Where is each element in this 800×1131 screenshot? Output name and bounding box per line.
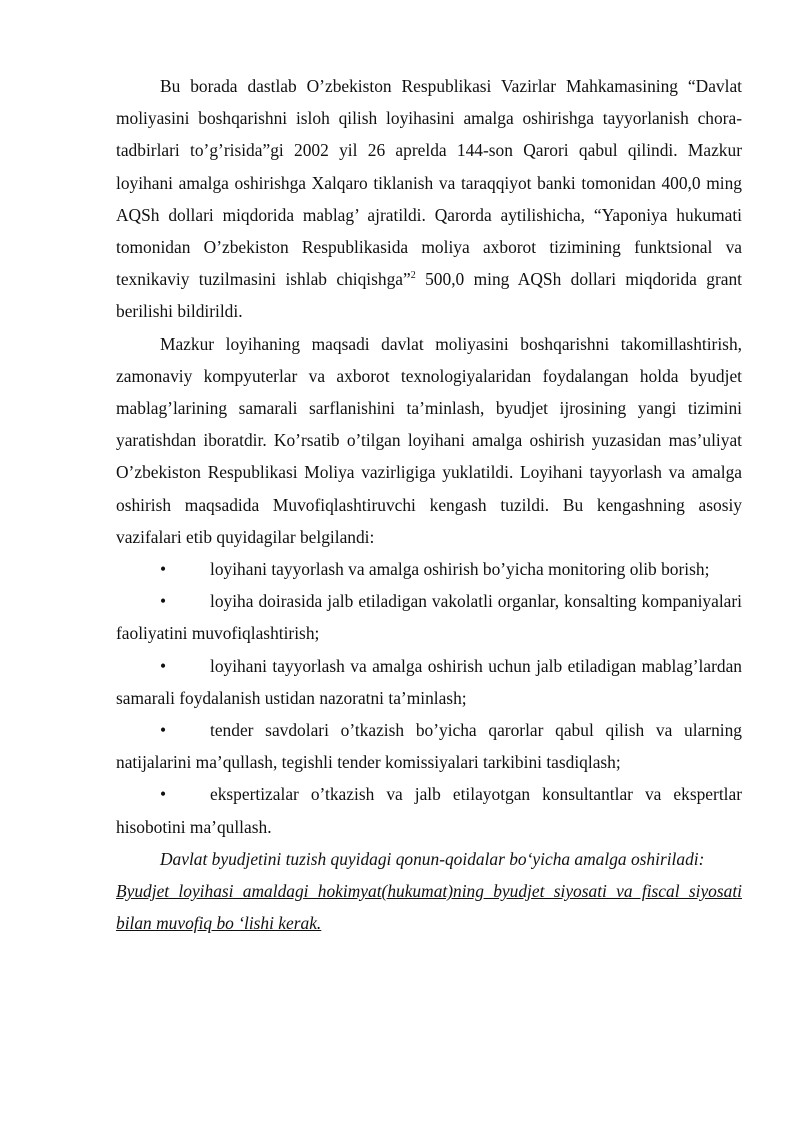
list-item-text: tender savdolari o’tkazish bo’yicha qarorlar qabul qilish va ularning natijalarini ma’qullash, tegishli tender komissiyalari tarkibini tasdiqlash; — [116, 720, 742, 773]
paragraph-project-goal: Mazkur loyihaning maqsadi davlat moliyasini boshqarishni takomillashtirish, zamonaviy kompyuterlar va axborot texnologiyalaridan foydalangan holda byudjet mablag’larining samarali sarflanishini ta’minlash, byudjet ijrosining yangi tizimini yaratishdan iboratdir. Ko’rsatib o’tilgan loyihani amalga oshirish yuzasidan mas’uliyat O’zbekiston Respublikasi Moliya vazirligiga yuklatildi. Loyihani tayyorlash va amalga oshirish maqsadida Muvofiqlashtiruvchi kengash tuzildi. Bu kengashning asosiy vazifalari etib quyidagilar belgilandi: — [116, 333, 742, 547]
paragraph-intro-text-end: 500,0 ming AQSh dollari miqdorida grant berilishi bildirildi. — [116, 269, 742, 322]
list-item-text: loyihani tayyorlash va amalga oshirish uchun jalb etiladigan mablag’lardan samarali foydalanish ustidan nazoratni ta’minlash; — [116, 655, 742, 708]
bullet-icon: • — [160, 591, 167, 612]
list-item-text: loyiha doirasida jalb etiladigan vakolatli organlar, konsalting kompaniyalari faoliyatini muvofiqlashtirish; — [116, 591, 742, 644]
paragraph-intro-text: Bu borada dastlab O’zbekiston Respublikasi Vazirlar Mahkamasining “Davlat moliyasini boshqarishni isloh qilish loyihasini amalga oshirishga tayyorlanish chora-tadbirlari to’g’risida”gi 2002 yil 26 aprelda 144-son Qarori qabul qilindi. Mazkur loyihani amalga oshirishga Xalqaro tiklanish va taraqqiyot banki tomonidan 400,0 ming AQSh dollari miqdorida mablag’ ajratildi. Qarorda aytilishicha, “Yaponiya hukumati tomonidan O’zbekiston Respublikasida moliya axborot tizimining funktsional va texnikaviy tuzilmasini ishlab chiqishga” — [116, 76, 742, 290]
list-item — [116, 585, 742, 649]
list-item — [116, 714, 742, 778]
bullet-icon: • — [160, 559, 167, 580]
list-item — [116, 778, 742, 842]
bullet-list — [116, 553, 742, 843]
paragraph-budget-principle: Byudjet loyihasi amaldagi hokimyat(hukumat)ning byudjet siyosati va fiscal siyosati bilan muvofiq bo ‘lishi kerak. — [116, 881, 742, 934]
list-item — [116, 553, 742, 585]
bullet-icon: • — [160, 720, 167, 741]
list-item-text: ekspertizalar o’tkazish va jalb etilayotgan konsultantlar va ekspertlar hisobotini ma’qullash. — [116, 784, 742, 837]
bullet-icon: • — [160, 784, 167, 805]
document-page — [116, 70, 742, 939]
bullet-icon: • — [160, 655, 167, 676]
list-item-text: loyihani tayyorlash va amalga oshirish bo’yicha monitoring olib borish; — [210, 559, 710, 580]
footnote-reference[interactable]: 2 — [410, 270, 416, 282]
paragraph-budget-rules: Davlat byudjetini tuzish quyidagi qonun-qoidalar bo‘yicha amalga oshiriladi: — [160, 848, 705, 869]
list-item — [116, 650, 742, 714]
paragraph-intro — [116, 70, 742, 328]
